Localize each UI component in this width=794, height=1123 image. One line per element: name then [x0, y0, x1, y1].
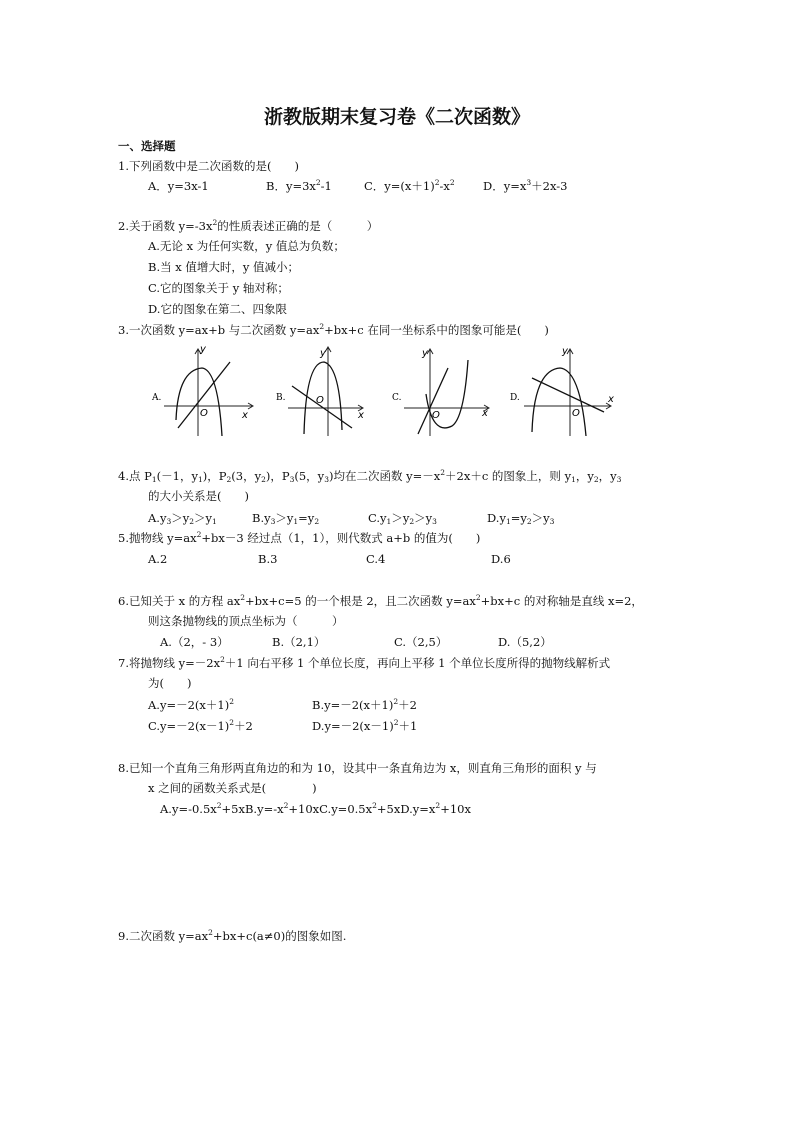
q4-option-b: $B.y_3>y_1=y_2$ — [252, 511, 320, 526]
q1-option-d: D．$y=x^3+2x-3$ — [483, 178, 568, 193]
svg-text:O: O — [572, 408, 580, 419]
q1-stem: 1.下列函数中是二次函数的是( ) — [118, 159, 299, 173]
q6-option-c: C.（2,5） — [394, 635, 448, 649]
q5-option-d: D.6 — [491, 552, 511, 566]
q2-stem: 2.关于函数 $y=-3x^2$的性质表述正确的是（ ） — [118, 218, 379, 233]
q5-option-b: B.3 — [258, 552, 278, 566]
svg-text:y: y — [320, 348, 326, 359]
svg-text:O: O — [432, 410, 440, 421]
q1-option-b: B．$y=3x^2-1$ — [266, 178, 332, 193]
svg-text:y: y — [562, 346, 568, 357]
q6-option-a: A.（2，- 3） — [160, 635, 229, 649]
q2-option-d: D.它的图象在第二、四象限 — [148, 302, 287, 316]
q6-stem-line1: 6.已知关于 x 的方程 $ax^2+bx+c=5$ 的一个根是 2，且二次函数 $y=ax^2+bx+c$ 的对称轴是直线 x=2， — [118, 593, 643, 608]
q7-option-b: $B.y=-2(x+1)^2+2$ — [312, 697, 417, 712]
q8-options: $A.y=-0.5x^2+5xB.y=-x^2+10xC.y=0.5x^2+5xD.y=x^2+10x$ — [160, 801, 471, 816]
q4-stem-line1: 4.点 $P_1(-1$，$y_1$)，$P_2(3$，$y_2$)，$P_3(5$，$y_3$)均在二次函数 $y=-x^2+2x+c$ 的图象上，则 $y_1$，$y_2$，$y_3$ — [118, 468, 622, 484]
svg-text:x: x — [608, 394, 614, 405]
q7-option-a: $A.y=-2(x+1)^2$ — [148, 697, 234, 712]
q6-option-d: D.（5,2） — [498, 635, 552, 649]
svg-text:O: O — [316, 395, 324, 406]
q2-option-b: B.当 x 值增大时，y 值减小； — [148, 260, 300, 274]
q3-stem: 3.一次函数 y=ax+b 与二次函数 $y=ax^2+bx+c$ 在同一坐标系中的图象可能是( ) — [118, 322, 549, 337]
svg-text:y: y — [422, 348, 428, 359]
q4-option-d: $D.y_1=y_2>y_3$ — [487, 511, 555, 526]
q5-stem: 5.抛物线 $y=ax^2+bx-3$ 经过点（1，1），则代数式 a+b 的值为( ) — [118, 530, 481, 545]
q9-stem: 9.二次函数 $y=ax^2+bx+c(a\ne 0)$的图象如图. — [118, 928, 347, 943]
svg-text:x: x — [358, 410, 364, 421]
svg-text:x: x — [482, 408, 488, 419]
q8-stem-line2: x 之间的函数关系式是( ) — [148, 781, 317, 795]
graph-c-label: C. — [392, 393, 402, 403]
q4-stem-line2: 的大小关系是( ) — [148, 489, 249, 503]
q1-option-a: A．y=3x-1 — [148, 179, 209, 193]
q3-graph-b — [270, 340, 390, 440]
q4-option-a: $A.y_3>y_2>y_1$ — [148, 511, 217, 526]
q7-stem-line2: 为( ) — [148, 676, 192, 690]
q5-option-c: C.4 — [366, 552, 386, 566]
q2-option-a: A.无论 x 为任何实数，y 值总为负数； — [148, 239, 345, 253]
graph-a-label: A. — [152, 393, 162, 403]
q3-graph-a — [148, 340, 268, 440]
q3-graph-d — [508, 340, 628, 440]
svg-text:y: y — [200, 344, 206, 355]
q7-option-c: $C.y=-2(x-1)^2+2$ — [148, 718, 253, 733]
q2-option-c: C.它的图象关于 y 轴对称； — [148, 281, 289, 295]
q7-option-d: $D.y=-2(x-1)^2+1$ — [312, 718, 418, 733]
graph-b-label: B. — [276, 393, 286, 403]
q6-option-b: B.（2,1） — [272, 635, 326, 649]
q3-graph-c — [388, 340, 508, 440]
q7-stem-line1: 7.将抛物线 $y=-2x^2+1$ 向右平移 1 个单位长度，再向上平移 1 个单位长度所得的抛物线解析式 — [118, 655, 611, 670]
q5-option-a: A.2 — [148, 552, 168, 566]
q6-stem-line2: 则这条抛物线的顶点坐标为（ ） — [148, 614, 344, 628]
svg-text:O: O — [200, 408, 208, 419]
graph-d-label: D. — [510, 393, 520, 403]
q1-option-c: C．$y=(x+1)^2-x^2$ — [364, 178, 455, 193]
page-title: 浙教版期末复习卷《二次函数》 — [263, 106, 530, 128]
q8-stem-line1: 8.已知一个直角三角形两直角边的和为 10，设其中一条直角边为 x，则直角三角形的面积 y 与 — [118, 761, 597, 775]
svg-text:x: x — [242, 410, 248, 421]
q4-option-c: $C.y_1>y_2>y_3$ — [368, 511, 437, 526]
section-heading: 一、选择题 — [118, 139, 176, 153]
